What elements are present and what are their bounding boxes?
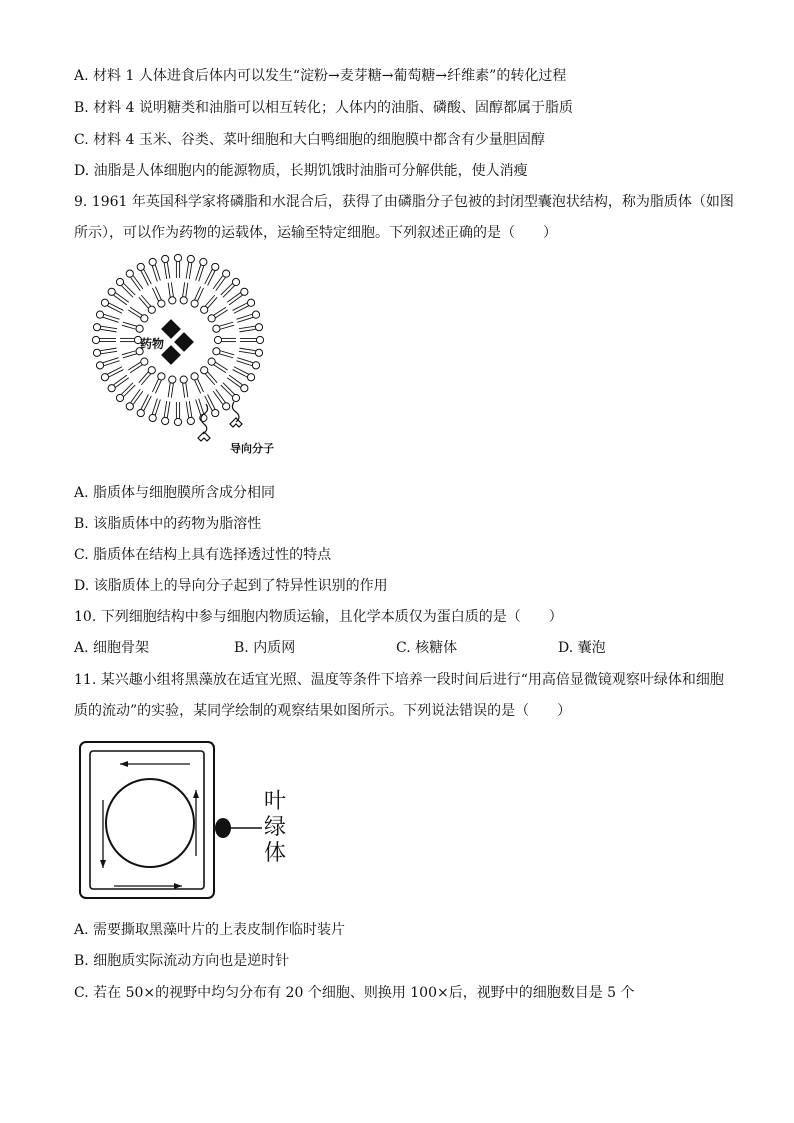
- phospholipid-head: [187, 255, 194, 262]
- phospholipid-tail: [123, 322, 137, 326]
- phospholipid-head: [247, 374, 254, 381]
- phospholipid-tail: [109, 303, 124, 310]
- vacuole: [106, 779, 194, 867]
- phospholipid-tail: [141, 271, 148, 286]
- phospholipid-tail: [220, 325, 234, 329]
- phospholipid-head: [148, 367, 155, 374]
- phospholipid-head: [148, 306, 155, 313]
- phospholipid-tail: [219, 354, 233, 358]
- phospholipid-head: [116, 394, 123, 401]
- phospholipid-tail: [189, 263, 192, 279]
- phospholipid-tail: [239, 351, 255, 354]
- phospholipid-head: [101, 374, 108, 381]
- phospholipid-tail: [227, 293, 240, 303]
- phospholipid-tail: [101, 326, 117, 329]
- phospholipid-tail: [100, 348, 116, 351]
- phospholipid-head: [180, 297, 187, 304]
- phospholipid-tail: [130, 365, 142, 373]
- phospholipid-tail: [131, 389, 141, 402]
- q11-stem-line1: 11. 某兴趣小组将黑藻放在适宜光照、温度等条件下培养一段时间后进行“用高倍显微镜观察叶绿体和细胞: [74, 672, 724, 688]
- phospholipid-head: [149, 414, 156, 421]
- option-d: D. 油脂是人体细胞内的能源物质，长期饥饿时油脂可分解供能，使人消瘦: [74, 163, 528, 179]
- phospholipid-head: [141, 315, 148, 322]
- phospholipid-tail: [167, 262, 170, 278]
- phospholipid-tail: [205, 295, 214, 306]
- phospholipid-tail: [168, 383, 170, 397]
- phospholipid-head: [108, 288, 115, 295]
- phospholipid-tail: [171, 282, 173, 296]
- phospholipid-tail: [234, 367, 249, 374]
- phospholipid-tail: [107, 367, 122, 374]
- phospholipid-head: [93, 349, 100, 356]
- phospholipid-tail: [141, 295, 150, 306]
- phospholipid-head: [232, 278, 239, 285]
- phospholipid-tail: [205, 396, 212, 411]
- phospholipid-head: [200, 258, 207, 265]
- phospholipid-tail: [208, 372, 217, 383]
- phospholipid-head: [208, 315, 215, 322]
- q11-option-b: B. 细胞质实际流动方向也是逆时针: [74, 953, 290, 969]
- arrow-right-icon: [174, 883, 182, 889]
- phospholipid-tail: [216, 389, 226, 402]
- phospholipid-head: [232, 394, 239, 401]
- q10-option-d: D. 囊泡: [558, 640, 606, 656]
- chloroplast-label-1: 叶: [264, 789, 287, 814]
- phospholipid-tail: [186, 401, 189, 417]
- phospholipid-tail: [123, 354, 137, 358]
- phospholipid-head: [174, 418, 181, 425]
- phospholipid-tail: [139, 372, 148, 383]
- phospholipid-tail: [168, 283, 170, 297]
- chloroplast-label-2: 绿: [264, 815, 287, 840]
- phospholipid-tail: [139, 297, 148, 308]
- phospholipid-head: [101, 299, 108, 306]
- phospholipid-head: [126, 270, 133, 277]
- phospholipid-head: [223, 403, 230, 410]
- phospholipid-head: [141, 358, 148, 365]
- phospholipid-tail: [116, 293, 129, 303]
- phospholipid-tail: [152, 379, 158, 392]
- phospholipid-tail: [133, 276, 143, 289]
- phospholipid-tail: [198, 379, 204, 392]
- phospholipid-tail: [107, 306, 122, 313]
- phospholipid-head: [208, 358, 215, 365]
- drug-label: 药物: [140, 337, 165, 351]
- q10-option-b: B. 内质网: [234, 640, 296, 656]
- phospholipid-tail: [214, 365, 226, 373]
- phospholipid-head: [137, 263, 144, 270]
- phospholipid-head: [191, 373, 198, 380]
- phospholipid-head: [162, 417, 169, 424]
- phospholipid-tail: [216, 278, 226, 291]
- phospholipid-head: [191, 300, 198, 307]
- phospholipid-tail: [183, 383, 185, 397]
- phospholipid-tail: [128, 362, 140, 370]
- phospholipid-tail: [122, 325, 136, 329]
- phospholipid-tail: [167, 401, 170, 417]
- phospholipid-head: [158, 300, 165, 307]
- phospholipid-head: [96, 311, 103, 318]
- phospholipid-tail: [122, 351, 136, 355]
- phospholipid-tail: [109, 370, 124, 377]
- phospholipid-tail: [164, 401, 167, 417]
- phospholipid-tail: [229, 295, 242, 305]
- phospholipid-tail: [208, 395, 215, 410]
- phospholipid-tail: [233, 370, 248, 377]
- option-a: A. 材料 1 人体进食后体内可以发生“淀粉→麦芽糖→葡萄糖→纤维素”的转化过程: [74, 68, 567, 84]
- phospholipid-head: [93, 324, 100, 331]
- phospholipid-tail: [144, 269, 151, 284]
- q11-stem-line2: 质的流动”的实验，某同学绘制的观察结果如图所示。下列说法错误的是（ ）: [74, 703, 572, 719]
- phospholipid-tail: [233, 303, 248, 310]
- phospholipid-tail: [213, 276, 223, 289]
- phospholipid-tail: [220, 351, 234, 355]
- phospholipid-head: [169, 376, 176, 383]
- phospholipid-head: [180, 376, 187, 383]
- phospholipid-tail: [152, 288, 158, 301]
- phospholipid-head: [201, 306, 208, 313]
- phospholipid-tail: [208, 271, 215, 286]
- phospholipid-head: [187, 417, 194, 424]
- phospholipid-tail: [214, 307, 226, 315]
- q9-stem-line2: 所示），可以作为药物的运载体，运输至特定细胞。下列叙述正确的是（ ）: [74, 225, 557, 241]
- q10-option-a: A. 细胞骨架: [74, 640, 150, 656]
- guide-molecule-icon: [230, 418, 242, 427]
- phospholipid-head: [169, 297, 176, 304]
- phospholipid-head: [116, 278, 123, 285]
- phospholipid-head: [212, 409, 219, 416]
- phospholipid-tail: [216, 362, 228, 370]
- phospholipid-tail: [114, 295, 127, 305]
- phospholipid-head: [213, 325, 220, 332]
- phospholipid-tail: [227, 378, 240, 388]
- q9-option-b: B. 该脂质体中的药物为脂溶性: [74, 516, 262, 532]
- option-b: B. 材料 4 说明糖类和油脂可以相互转化；人体内的油脂、磷酸、固醇都属于脂质: [74, 100, 573, 116]
- phospholipid-tail: [239, 329, 255, 332]
- guide-molecule-label: 导向分子: [230, 442, 274, 455]
- phospholipid-head: [201, 367, 208, 374]
- chloroplast: [215, 818, 231, 838]
- phospholipid-tail: [186, 283, 188, 297]
- phospholipid-tail: [234, 306, 249, 313]
- q11-option-a: A. 需要撕取黑藻叶片的上表皮制作临时装片: [74, 922, 346, 938]
- phospholipid-head: [149, 258, 156, 265]
- q9-option-a: A. 脂质体与细胞膜所含成分相同: [74, 485, 276, 501]
- phospholipid-tail: [101, 351, 117, 354]
- arrow-down-icon: [100, 860, 106, 868]
- phospholipid-tail: [144, 396, 151, 411]
- phospholipid-tail: [141, 374, 150, 385]
- chloroplast-label-3: 体: [264, 841, 287, 866]
- q9-option-c: C. 脂质体在结构上具有选择透过性的特点: [74, 547, 332, 563]
- phospholipid-tail: [130, 307, 142, 315]
- phospholipid-tail: [189, 401, 192, 417]
- phospholipid-head: [136, 325, 143, 332]
- phospholipid-head: [252, 311, 259, 318]
- phospholipid-tail: [213, 391, 223, 404]
- phospholipid-head: [162, 255, 169, 262]
- arrow-up-icon: [193, 790, 199, 798]
- phospholipid-head: [255, 349, 262, 356]
- phospholipid-head: [108, 385, 115, 392]
- phospholipid-tail: [219, 322, 233, 326]
- phospholipid-tail: [100, 329, 116, 332]
- phospholipid-tail: [183, 282, 185, 296]
- phospholipid-tail: [133, 391, 143, 404]
- phospholipid-tail: [128, 310, 140, 318]
- phospholipid-tail: [239, 326, 255, 329]
- phospholipid-head: [213, 348, 220, 355]
- drug-molecules: [161, 319, 194, 365]
- phospholipid-tail: [216, 310, 228, 318]
- phospholipid-tail: [208, 297, 217, 308]
- phospholipid-tail: [229, 375, 242, 385]
- q10-option-c: C. 核糖体: [396, 640, 458, 656]
- phospholipid-tail: [155, 380, 161, 393]
- option-c: C. 材料 4 玉米、谷类、菜叶细胞和大白鸭细胞的细胞膜中都含有少量胆固醇: [74, 132, 545, 148]
- phospholipid-tail: [195, 380, 201, 393]
- phospholipid-head: [214, 336, 221, 343]
- phospholipid-head: [174, 254, 181, 261]
- phospholipid-head: [158, 373, 165, 380]
- q9-option-d: D. 该脂质体上的导向分子起到了特异性识别的作用: [74, 578, 388, 594]
- phospholipid-tail: [141, 395, 148, 410]
- cell-figure: [78, 738, 308, 904]
- phospholipid-head: [241, 288, 248, 295]
- phospholipid-head: [137, 409, 144, 416]
- q9-stem-line1: 9. 1961 年英国科学家将磷脂和水混合后，获得了由磷脂分子包被的封闭型囊泡状结构，称为脂质体（如图: [74, 194, 734, 210]
- phospholipid-tail: [198, 288, 204, 301]
- phospholipid-tail: [186, 262, 189, 278]
- phospholipid-head: [255, 324, 262, 331]
- phospholipid-tail: [155, 287, 161, 300]
- phospholipid-tail: [186, 383, 188, 397]
- phospholipid-tail: [116, 378, 129, 388]
- phospholipid-head: [247, 299, 254, 306]
- phospholipid-head: [92, 336, 99, 343]
- phospholipid-tail: [114, 375, 127, 385]
- phospholipid-head: [96, 362, 103, 369]
- phospholipid-tail: [171, 383, 173, 397]
- phospholipid-head: [241, 385, 248, 392]
- phospholipid-tail: [205, 269, 212, 284]
- phospholipid-head: [126, 403, 133, 410]
- phospholipid-tail: [239, 348, 255, 351]
- phospholipid-head: [212, 263, 219, 270]
- q10-stem: 10. 下列细胞结构中参与细胞内物质运输，且化学本质仅为蛋白质的是（ ）: [74, 609, 563, 625]
- phospholipid-tail: [164, 263, 167, 279]
- q11-option-c: C. 若在 50×的视野中均匀分布有 20 个细胞、则换用 100×后，视野中的细胞数目是 5 个: [74, 985, 635, 1001]
- phospholipid-head: [252, 362, 259, 369]
- phospholipid-head: [223, 270, 230, 277]
- phospholipid-head: [256, 336, 263, 343]
- phospholipid-tail: [195, 287, 201, 300]
- phospholipid-tail: [205, 374, 214, 385]
- phospholipid-tail: [131, 278, 141, 291]
- arrow-left-icon: [120, 761, 128, 767]
- liposome-figure: [74, 252, 294, 462]
